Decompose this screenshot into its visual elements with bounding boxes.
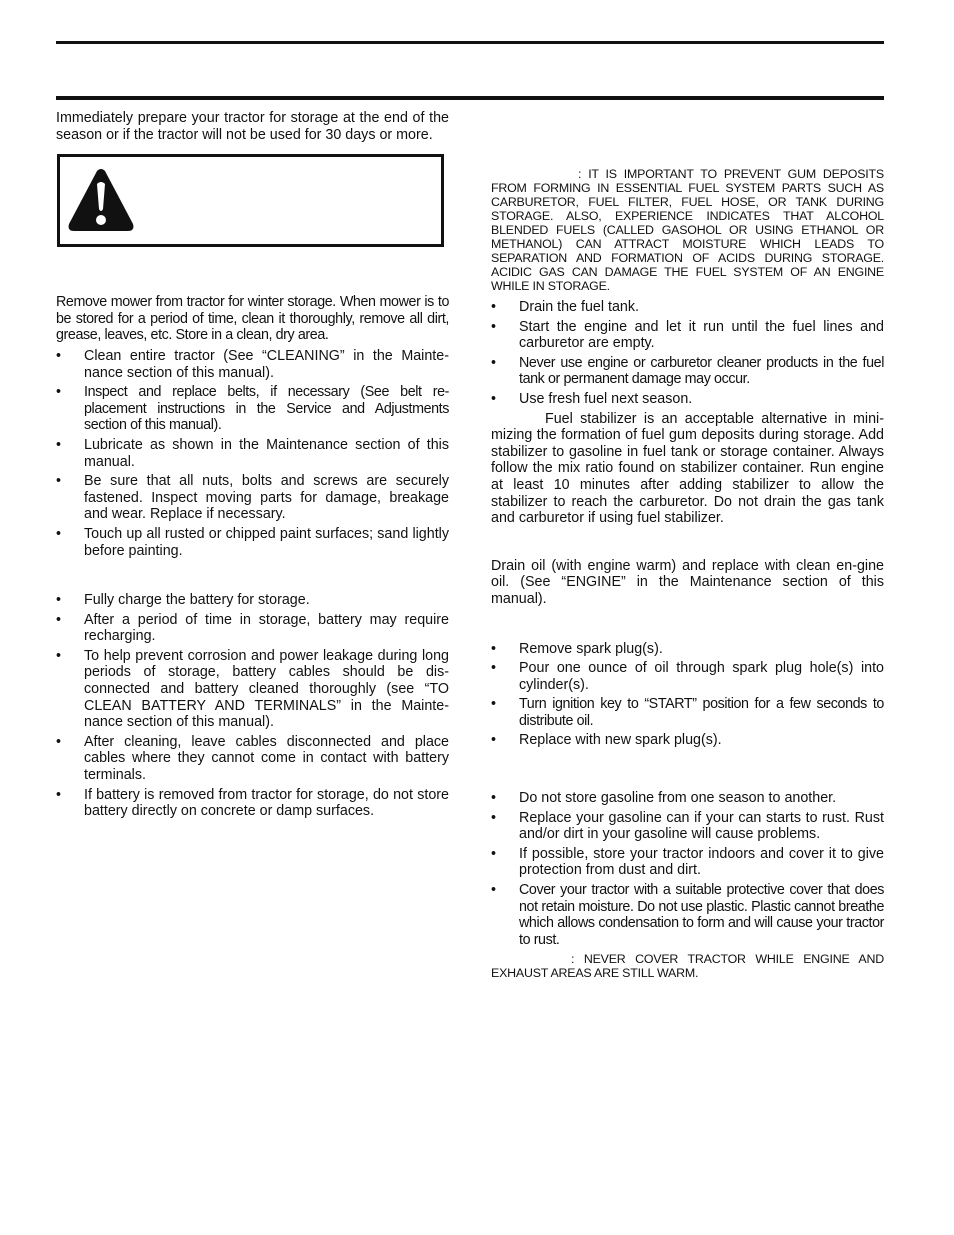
cylinder-list (491, 641, 884, 750)
fuel-caution-text: : IT IS IMPORTANT TO PREVENT GUM DEPOSITS FROM FORMING IN ESSENTIAL FUEL SYSTEM PARTS SUCH AS CARBURETOR, FUEL FILTER, FUEL HOSE, OR TANK DURING STORAGE. ALSO, EXPERIENCE INDICATES THAT ALCOHOL BLENDED FUELS (CALLED GASOHOL OR USING ETHANOL OR METHANOL) CAN ATTRACT MOISTURE WHICH LEADS TO SEPARATION AND FORMATION OF ACIDS DURING STORAGE. ACIDIC GAS CAN DAMAGE THE FUEL SYSTEM OF AN ENGINE WHILE IN STORAGE. (491, 167, 884, 293)
list-item: • Pour one ounce of oil through spark plug hole(s) into cylinder(s). (491, 660, 884, 693)
intro-paragraph: Immediately prepare your tractor for storage at the end of the season or if the tractor will not be used for 30 days or more. (56, 110, 449, 143)
list-item: • Turn ignition key to “START” position for a few seconds to distribute oil. (491, 696, 884, 729)
cover-caution-text: : NEVER COVER TRACTOR WHILE ENGINE AND EXHAUST AREAS ARE STILL WARM. (491, 952, 884, 981)
list-item: • Start the engine and let it run until the fuel lines and carburetor are empty. (491, 318, 884, 352)
list-item: • Replace your gasoline can if your can starts to rust. Rust and/or dirt in your gasoline will cause problems. (491, 809, 884, 843)
list-item: • Cover your tractor with a suitable protective cover that does not retain moisture. Do not use plastic. Plastic cannot breathe which allows condensation to form and will cause your tractor to rust. (491, 882, 884, 948)
list-item: • Use fresh fuel next season. (491, 390, 693, 407)
list-item: • To help prevent corrosion and power leakage during long periods of storage, battery cables should be dis-connected and battery cleaned thoroughly (see “TO CLEAN BATTERY AND TERMINALS” in the Mainte-nance section of this manual). (56, 647, 449, 731)
tractor-list (56, 348, 449, 559)
list-item: • Replace with new spark plug(s). (491, 732, 722, 749)
list-item: • Do not store gasoline from one season to another. (491, 790, 837, 807)
header-rule-bottom (56, 96, 884, 100)
fuel-list (491, 299, 884, 408)
list-item: • Inspect and replace belts, if necessary (See belt re-placement instructions in the Service and Adjustments section of this manual). (56, 384, 449, 434)
list-item: • After a period of time in storage, battery may require recharging. (56, 611, 449, 645)
list-item: • If possible, store your tractor indoors and cover it to give protection from dust and dirt. (491, 845, 884, 879)
oil-paragraph: Drain oil (with engine warm) and replace with clean en-gine oil. (See “ENGINE” in the Maintenance section of this manual). (491, 557, 884, 607)
list-item: • Never use engine or carburetor cleaner products in the fuel tank or permanent damage may occur. (491, 354, 884, 388)
list-item: • If battery is removed from tractor for storage, do not store battery directly on concrete or damp surfaces. (56, 786, 449, 820)
other-list (491, 790, 884, 948)
list-item: • Remove spark plug(s). (491, 640, 663, 657)
list-item: • Be sure that all nuts, bolts and screws are securely fastened. Inspect moving parts for damage, breakage and wear. Replace if necessary. (56, 473, 449, 523)
right-column (491, 167, 884, 980)
list-item: • Lubricate as shown in the Maintenance section of this manual. (56, 436, 449, 470)
list-item: • Fully charge the battery for storage. (56, 592, 310, 609)
mower-paragraph: Remove mower from tractor for winter storage. When mower is to be stored for a period of time, clean it thoroughly, remove all dirt, grease, leaves, etc. Store in a clean, dry area. (56, 294, 449, 344)
warning-box (57, 154, 444, 247)
list-item: • Drain the fuel tank. (491, 299, 640, 315)
left-column (56, 110, 449, 823)
list-item: • Touch up all rusted or chipped paint surfaces; sand lightly before painting. (56, 525, 449, 559)
list-item: • After cleaning, leave cables disconnected and place cables where they cannot come in contact with battery terminals. (56, 733, 449, 784)
stabilizer-paragraph: Fuel stabilizer is an acceptable alternative in mini-mizing the formation of fuel gum deposits during storage. Add stabilizer to gasoline in fuel tank or storage container. Always follow the mix ratio found on stabilizer container. Run engine at least 10 minutes after adding stabilizer to allow the stabilizer to reach the carburetor. Do not drain the gas tank and carburetor if using fuel stabilizer. (491, 410, 884, 527)
list-item: • Clean entire tractor (See “CLEANING” in the Mainte-nance section of this manual). (56, 347, 449, 381)
battery-list (56, 592, 449, 820)
warning-triangle-icon (66, 167, 136, 237)
header-rule-top (56, 41, 884, 44)
